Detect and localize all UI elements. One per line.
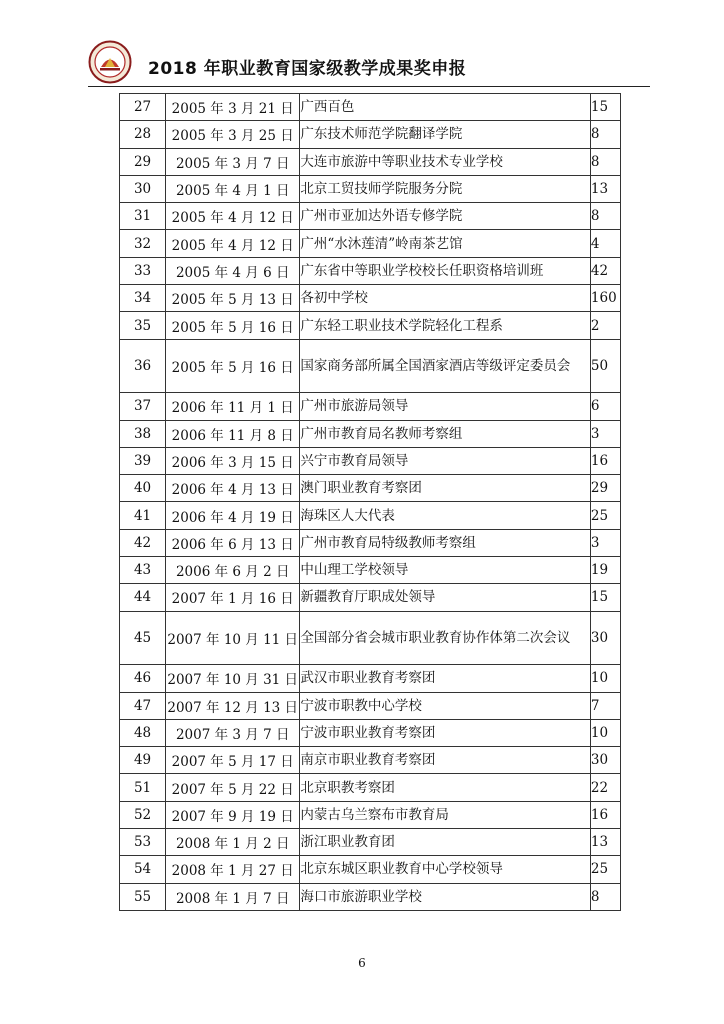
visiting-unit-cell: 全国部分省会城市职业教育协作体第二次会议 bbox=[300, 611, 591, 665]
table-row bbox=[120, 529, 621, 556]
visit-date-cell: 2008 年 1 月 2 日 bbox=[166, 829, 300, 856]
visiting-unit-cell: 中山理工学校领导 bbox=[300, 557, 591, 584]
table-row bbox=[120, 502, 621, 529]
page-title: 2018 年职业教育国家级教学成果奖申报 bbox=[148, 59, 467, 79]
row-number-cell: 49 bbox=[120, 747, 166, 774]
row-number-cell: 54 bbox=[120, 856, 166, 883]
visiting-unit-cell: 北京东城区职业教育中心学校领导 bbox=[300, 856, 591, 883]
visitor-count-cell: 15 bbox=[590, 94, 620, 121]
row-number-cell: 29 bbox=[120, 148, 166, 175]
visit-date-cell: 2007 年 12 月 13 日 bbox=[166, 692, 300, 719]
visit-date-cell: 2005 年 5 月 13 日 bbox=[166, 285, 300, 312]
table-row bbox=[120, 584, 621, 611]
table-row bbox=[120, 692, 621, 719]
table-row bbox=[120, 447, 621, 474]
visit-date-cell: 2007 年 1 月 16 日 bbox=[166, 584, 300, 611]
table-row bbox=[120, 774, 621, 801]
table-row bbox=[120, 312, 621, 339]
row-number-cell: 33 bbox=[120, 257, 166, 284]
table-body bbox=[120, 94, 621, 911]
visitor-count-cell: 10 bbox=[590, 665, 620, 692]
visitor-count-cell: 50 bbox=[590, 339, 620, 393]
table-row bbox=[120, 665, 621, 692]
visiting-unit-cell: 大连市旅游中等职业技术专业学校 bbox=[300, 148, 591, 175]
table-row bbox=[120, 611, 621, 665]
visit-date-cell: 2007 年 10 月 11 日 bbox=[166, 611, 300, 665]
row-number-cell: 38 bbox=[120, 420, 166, 447]
visit-records-table bbox=[119, 93, 621, 911]
row-number-cell: 31 bbox=[120, 203, 166, 230]
table-row bbox=[120, 883, 621, 910]
visit-date-cell: 2006 年 4 月 19 日 bbox=[166, 502, 300, 529]
visitor-count-cell: 16 bbox=[590, 801, 620, 828]
visitor-count-cell: 13 bbox=[590, 829, 620, 856]
visiting-unit-cell: 北京工贸技师学院服务分院 bbox=[300, 175, 591, 202]
page-number: 6 bbox=[358, 956, 366, 970]
visiting-unit-cell: 广东轻工职业技术学院轻化工程系 bbox=[300, 312, 591, 339]
visit-date-cell: 2006 年 11 月 1 日 bbox=[166, 393, 300, 420]
visiting-unit-cell: 浙江职业教育团 bbox=[300, 829, 591, 856]
visit-date-cell: 2007 年 5 月 17 日 bbox=[166, 747, 300, 774]
school-emblem-icon bbox=[88, 40, 132, 84]
table-row bbox=[120, 203, 621, 230]
visitor-count-cell: 15 bbox=[590, 584, 620, 611]
visitor-count-cell: 13 bbox=[590, 175, 620, 202]
visiting-unit-cell: 宁波市职教中心学校 bbox=[300, 692, 591, 719]
visitor-count-cell: 22 bbox=[590, 774, 620, 801]
visiting-unit-cell: 宁波市职业教育考察团 bbox=[300, 719, 591, 746]
visiting-unit-cell: 武汉市职业教育考察团 bbox=[300, 665, 591, 692]
row-number-cell: 44 bbox=[120, 584, 166, 611]
row-number-cell: 45 bbox=[120, 611, 166, 665]
table-row bbox=[120, 148, 621, 175]
visit-date-cell: 2006 年 6 月 13 日 bbox=[166, 529, 300, 556]
visit-date-cell: 2005 年 3 月 21 日 bbox=[166, 94, 300, 121]
visiting-unit-cell: 各初中学校 bbox=[300, 285, 591, 312]
row-number-cell: 43 bbox=[120, 557, 166, 584]
table-row bbox=[120, 230, 621, 257]
table-row bbox=[120, 829, 621, 856]
visiting-unit-cell: 广州市旅游局领导 bbox=[300, 393, 591, 420]
visiting-unit-cell: 国家商务部所属全国酒家酒店等级评定委员会 bbox=[300, 339, 591, 393]
page-header bbox=[88, 36, 648, 86]
visit-date-cell: 2006 年 4 月 13 日 bbox=[166, 475, 300, 502]
row-number-cell: 37 bbox=[120, 393, 166, 420]
visitor-count-cell: 16 bbox=[590, 447, 620, 474]
visitor-count-cell: 6 bbox=[590, 393, 620, 420]
visit-date-cell: 2005 年 4 月 6 日 bbox=[166, 257, 300, 284]
visit-date-cell: 2005 年 4 月 1 日 bbox=[166, 175, 300, 202]
visitor-count-cell: 8 bbox=[590, 883, 620, 910]
row-number-cell: 41 bbox=[120, 502, 166, 529]
visitor-count-cell: 42 bbox=[590, 257, 620, 284]
row-number-cell: 47 bbox=[120, 692, 166, 719]
table-row bbox=[120, 747, 621, 774]
row-number-cell: 32 bbox=[120, 230, 166, 257]
row-number-cell: 51 bbox=[120, 774, 166, 801]
visit-date-cell: 2005 年 3 月 25 日 bbox=[166, 121, 300, 148]
row-number-cell: 30 bbox=[120, 175, 166, 202]
visitor-count-cell: 10 bbox=[590, 719, 620, 746]
row-number-cell: 53 bbox=[120, 829, 166, 856]
visit-date-cell: 2005 年 4 月 12 日 bbox=[166, 230, 300, 257]
row-number-cell: 36 bbox=[120, 339, 166, 393]
visitor-count-cell: 25 bbox=[590, 502, 620, 529]
visit-date-cell: 2007 年 3 月 7 日 bbox=[166, 719, 300, 746]
row-number-cell: 40 bbox=[120, 475, 166, 502]
row-number-cell: 39 bbox=[120, 447, 166, 474]
visiting-unit-cell: 广东省中等职业学校校长任职资格培训班 bbox=[300, 257, 591, 284]
visitor-count-cell: 8 bbox=[590, 203, 620, 230]
visiting-unit-cell: 广州市教育局名教师考察组 bbox=[300, 420, 591, 447]
row-number-cell: 48 bbox=[120, 719, 166, 746]
header-divider bbox=[88, 86, 650, 87]
table-row bbox=[120, 719, 621, 746]
visit-date-cell: 2008 年 1 月 7 日 bbox=[166, 883, 300, 910]
visiting-unit-cell: 北京职教考察团 bbox=[300, 774, 591, 801]
visitor-count-cell: 29 bbox=[590, 475, 620, 502]
table-row bbox=[120, 801, 621, 828]
table-row bbox=[120, 121, 621, 148]
visiting-unit-cell: 广州市亚加达外语专修学院 bbox=[300, 203, 591, 230]
visit-date-cell: 2005 年 4 月 12 日 bbox=[166, 203, 300, 230]
row-number-cell: 55 bbox=[120, 883, 166, 910]
visit-date-cell: 2006 年 3 月 15 日 bbox=[166, 447, 300, 474]
visitor-count-cell: 19 bbox=[590, 557, 620, 584]
visitor-count-cell: 3 bbox=[590, 529, 620, 556]
visitor-count-cell: 160 bbox=[590, 285, 620, 312]
table-row bbox=[120, 420, 621, 447]
row-number-cell: 27 bbox=[120, 94, 166, 121]
row-number-cell: 52 bbox=[120, 801, 166, 828]
row-number-cell: 28 bbox=[120, 121, 166, 148]
table-row bbox=[120, 257, 621, 284]
visitor-count-cell: 4 bbox=[590, 230, 620, 257]
table-row bbox=[120, 339, 621, 393]
visiting-unit-cell: 广西百色 bbox=[300, 94, 591, 121]
visiting-unit-cell: 广东技术师范学院翻译学院 bbox=[300, 121, 591, 148]
table-row bbox=[120, 475, 621, 502]
visit-date-cell: 2008 年 1 月 27 日 bbox=[166, 856, 300, 883]
table-row bbox=[120, 175, 621, 202]
visitor-count-cell: 8 bbox=[590, 121, 620, 148]
visit-date-cell: 2007 年 5 月 22 日 bbox=[166, 774, 300, 801]
visiting-unit-cell: 广州市教育局特级教师考察组 bbox=[300, 529, 591, 556]
visitor-count-cell: 8 bbox=[590, 148, 620, 175]
visit-date-cell: 2006 年 11 月 8 日 bbox=[166, 420, 300, 447]
visiting-unit-cell: 新疆教育厅职成处领导 bbox=[300, 584, 591, 611]
visiting-unit-cell: 海珠区人大代表 bbox=[300, 502, 591, 529]
visitor-count-cell: 7 bbox=[590, 692, 620, 719]
row-number-cell: 35 bbox=[120, 312, 166, 339]
visiting-unit-cell: 内蒙古乌兰察布市教育局 bbox=[300, 801, 591, 828]
visit-date-cell: 2007 年 10 月 31 日 bbox=[166, 665, 300, 692]
visitor-count-cell: 2 bbox=[590, 312, 620, 339]
table-row bbox=[120, 94, 621, 121]
visiting-unit-cell: 兴宁市教育局领导 bbox=[300, 447, 591, 474]
visitor-count-cell: 30 bbox=[590, 611, 620, 665]
row-number-cell: 34 bbox=[120, 285, 166, 312]
visit-date-cell: 2007 年 9 月 19 日 bbox=[166, 801, 300, 828]
row-number-cell: 42 bbox=[120, 529, 166, 556]
visiting-unit-cell: 广州“水沐莲清”岭南茶艺馆 bbox=[300, 230, 591, 257]
visiting-unit-cell: 海口市旅游职业学校 bbox=[300, 883, 591, 910]
visit-date-cell: 2005 年 3 月 7 日 bbox=[166, 148, 300, 175]
table-row bbox=[120, 285, 621, 312]
visitor-count-cell: 30 bbox=[590, 747, 620, 774]
visiting-unit-cell: 澳门职业教育考察团 bbox=[300, 475, 591, 502]
visitor-count-cell: 25 bbox=[590, 856, 620, 883]
visiting-unit-cell: 南京市职业教育考察团 bbox=[300, 747, 591, 774]
visit-date-cell: 2005 年 5 月 16 日 bbox=[166, 312, 300, 339]
row-number-cell: 46 bbox=[120, 665, 166, 692]
visitor-count-cell: 3 bbox=[590, 420, 620, 447]
table-row bbox=[120, 393, 621, 420]
visit-date-cell: 2006 年 6 月 2 日 bbox=[166, 557, 300, 584]
visit-date-cell: 2005 年 5 月 16 日 bbox=[166, 339, 300, 393]
table-row bbox=[120, 557, 621, 584]
table-row bbox=[120, 856, 621, 883]
